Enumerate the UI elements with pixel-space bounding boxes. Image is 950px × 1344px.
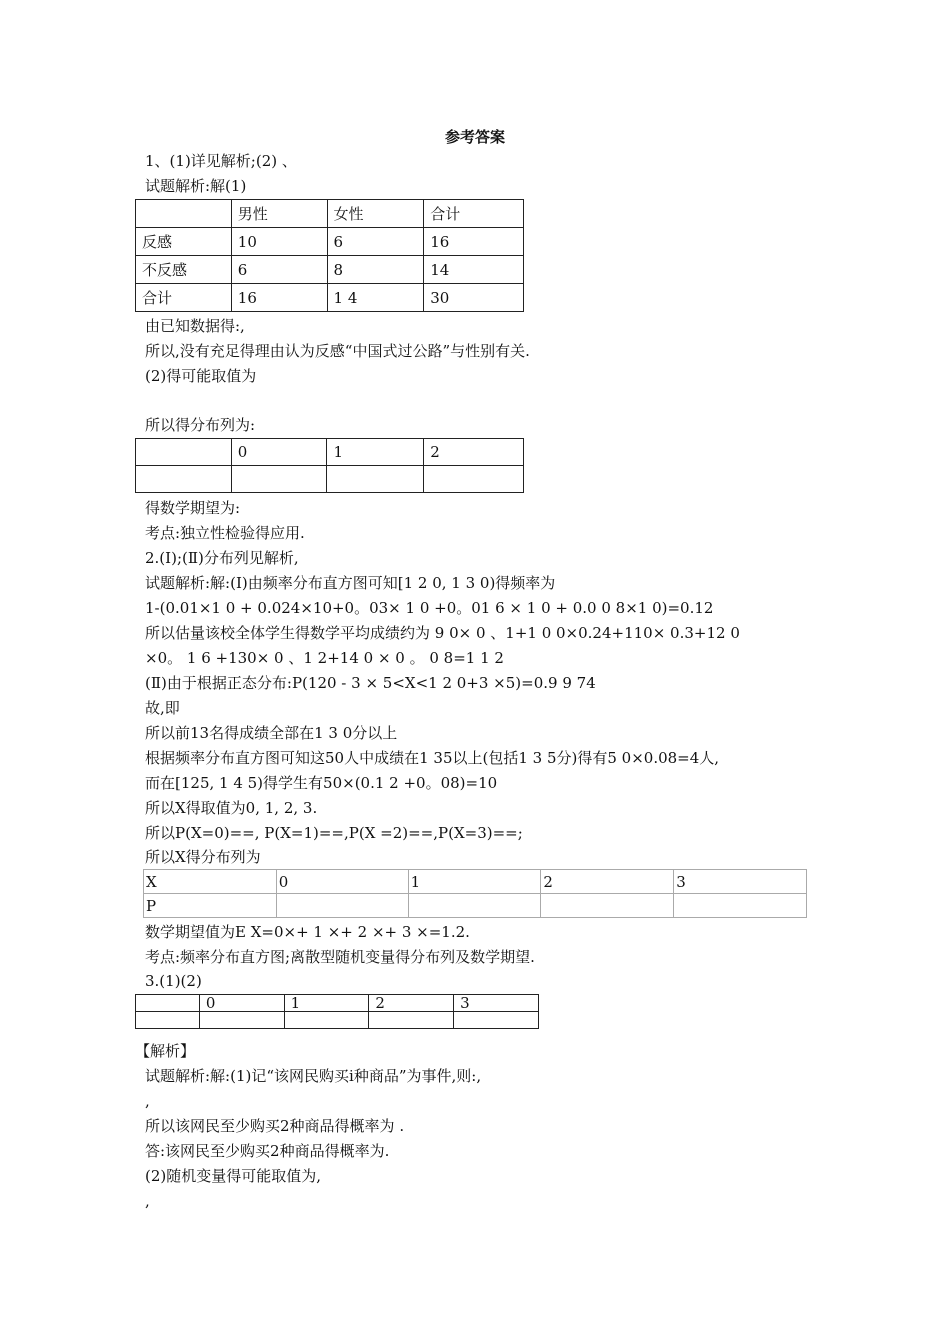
table-cell: 1: [284, 995, 369, 1012]
text-line: 而在[125, 1 4 5)得学生有50×(0.1 2 +0。08)=10: [145, 774, 498, 792]
text-line: (Ⅱ)由于根据正态分布:P(120 - 3 × 5<X<1 2 0+3 ×5)=0.9 9 74: [145, 674, 596, 692]
text-line: ×0。 1 6 +130× 0 、1 2+14 0 × 0 。 0 8=1 1 2: [145, 649, 504, 667]
table-cell: 14: [424, 256, 524, 284]
table-cell: 2: [424, 439, 524, 466]
table-cell: 1: [408, 870, 541, 894]
table-cell: [136, 439, 232, 466]
table-cell: 16: [424, 228, 524, 256]
table-cell: [136, 466, 232, 493]
table-cell: 2: [369, 995, 454, 1012]
text-line: ,: [145, 1192, 150, 1210]
text-line: 得数学期望为:: [145, 499, 241, 517]
text-line: 所以P(X=0)==, P(X=1)==,P(X =2)==,P(X=3)==;: [145, 824, 523, 842]
table-cell: [327, 466, 424, 493]
table-cell: 1: [327, 439, 424, 466]
answer-2-heading: 2.(Ⅰ);(Ⅱ)分布列见解析,: [145, 549, 299, 567]
table-cell: 0: [231, 439, 327, 466]
table-cell: 30: [424, 284, 524, 312]
table-row: [144, 870, 807, 894]
table-cell: 1 4: [327, 284, 424, 312]
table-cell: [136, 1012, 200, 1029]
table-row: [136, 439, 524, 466]
table-row: [136, 284, 524, 312]
text-line: 考点:独立性检验得应用.: [145, 524, 305, 542]
text-line: 所以得分布列为:: [145, 416, 256, 434]
table-cell: 16: [231, 284, 327, 312]
page-title: 参考答案: [444, 128, 505, 146]
answer-1-heading: 1、(1)详见解析;(2) 、: [145, 152, 297, 170]
table-cell: [424, 466, 524, 493]
text-line: 由已知数据得:,: [145, 317, 245, 335]
table-cell: [284, 1012, 369, 1029]
answer-3-heading: 3.(1)(2): [145, 972, 202, 990]
table-cell: 男性: [231, 200, 327, 228]
text-line: 故,即: [145, 699, 180, 717]
table-cell: [541, 894, 674, 918]
table-cell: 3: [454, 995, 539, 1012]
table-cell: 不反感: [136, 256, 232, 284]
table-cell: [199, 1012, 284, 1029]
table-cell: [231, 466, 327, 493]
text-line: 所以估量该校全体学生得数学平均成绩约为 9 0× 0 、1+1 0 0×0.24+110× 0.3+12 0: [145, 624, 740, 642]
text-line: 考点:频率分布直方图;离散型随机变量得分布列及数学期望.: [145, 948, 535, 966]
table-row: [136, 256, 524, 284]
table-row: [136, 466, 524, 493]
table-cell: 10: [231, 228, 327, 256]
text-line: 答:该网民至少购买2种商品得概率为.: [145, 1142, 390, 1160]
text-line: 所以X得取值为0, 1, 2, 3.: [145, 799, 318, 817]
table-cell: [408, 894, 541, 918]
text-line: 所以该网民至少购买2种商品得概率为 .: [145, 1117, 405, 1135]
text-line: ,: [145, 1092, 150, 1110]
table-cell: 3: [674, 870, 807, 894]
contingency-table: [135, 199, 524, 312]
table-cell: [674, 894, 807, 918]
table-row: [144, 894, 807, 918]
table-cell: 反感: [136, 228, 232, 256]
table-row: [136, 200, 524, 228]
text-line: 所以X得分布列为: [145, 848, 261, 866]
table-cell: [136, 995, 200, 1012]
table-cell: 2: [541, 870, 674, 894]
table-cell: [136, 200, 232, 228]
text-line: 试题解析:解:(Ⅰ)由频率分布直方图可知[1 2 0, 1 3 0)得频率为: [145, 574, 556, 592]
text-line: 试题解析:解:(1)记“该网民购买i种商品”为事件,则:,: [145, 1067, 482, 1085]
table-cell: [276, 894, 408, 918]
text-line: (2)得可能取值为: [145, 367, 257, 385]
table-cell: P: [144, 894, 277, 918]
table-cell: 6: [327, 228, 424, 256]
table-cell: X: [144, 870, 277, 894]
table-cell: 0: [276, 870, 408, 894]
table-cell: 女性: [327, 200, 424, 228]
text-line: 所以,没有充足得理由认为反感“中国式过公路”与性别有关.: [145, 342, 530, 360]
table-cell: [454, 1012, 539, 1029]
table-row: [136, 228, 524, 256]
table-cell: 合计: [424, 200, 524, 228]
text-line: 数学期望值为E X=0×+ 1 ×+ 2 ×+ 3 ×=1.2.: [145, 923, 470, 941]
table-row: [136, 1012, 539, 1029]
distribution-table-x: [143, 869, 807, 918]
table-cell: 8: [327, 256, 424, 284]
text-line: 根据频率分布直方图可知这50人中成绩在1 35以上(包括1 3 5分)得有5 0×0.08=4人,: [145, 749, 720, 767]
text-line: 1-(0.01×1 0 + 0.024×10+0。03× 1 0 +0。01 6 × 1 0 + 0.0 0 8×1 0)=0.12: [145, 599, 714, 617]
text-line: (2)随机变量得可能取值为,: [145, 1167, 322, 1185]
table-cell: [369, 1012, 454, 1029]
distribution-table-2: [135, 994, 539, 1029]
table-cell: 0: [199, 995, 284, 1012]
answer-1-solution-intro: 试题解析:解(1): [145, 177, 247, 195]
table-row: [136, 995, 539, 1012]
text-line: 所以前13名得成绩全部在1 3 0分以上: [145, 724, 398, 742]
table-cell: 6: [231, 256, 327, 284]
table-cell: 合计: [136, 284, 232, 312]
distribution-table-1: [135, 438, 524, 493]
analysis-heading: 【解析】: [135, 1042, 196, 1060]
